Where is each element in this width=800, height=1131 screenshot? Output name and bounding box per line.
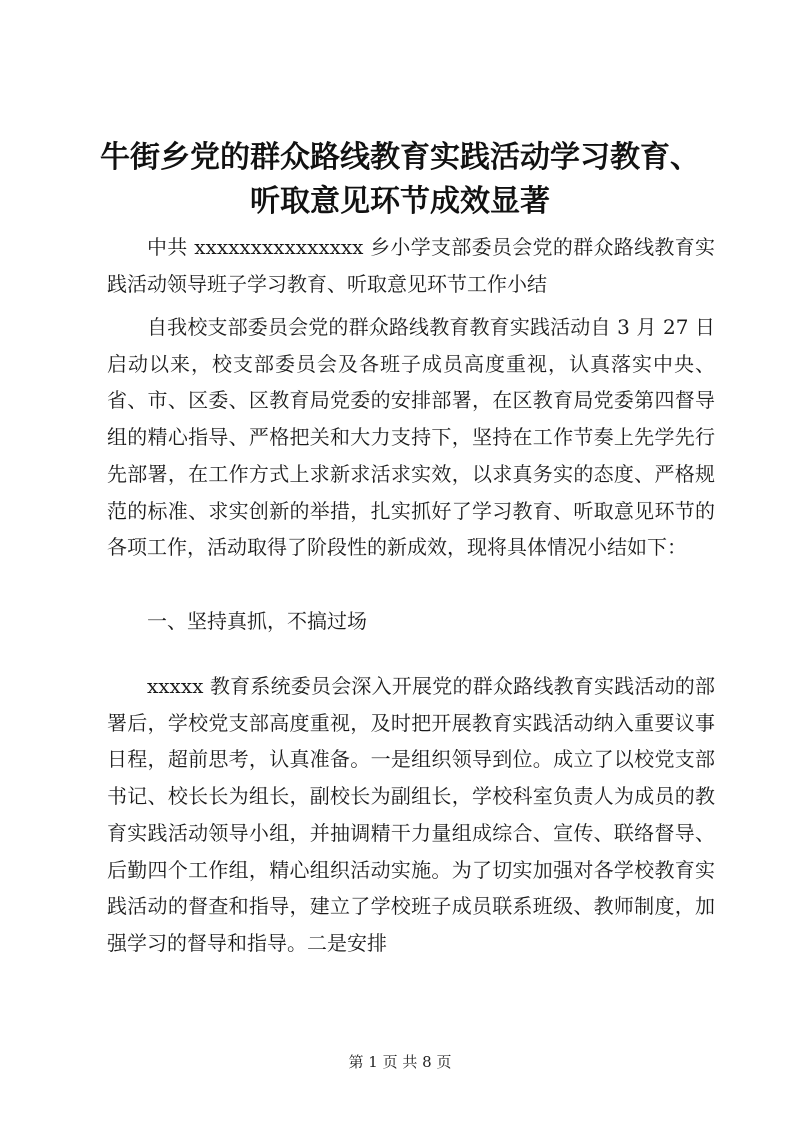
document-title-line-2: 听取意见环节成效显著 <box>250 184 550 219</box>
paragraph-subtitle: 中共 xxxxxxxxxxxxxxx 乡小学支部委员会党的群众路线教育实践活动领导班子学习教育、听取意见环节工作小结 <box>107 235 715 296</box>
page-footer: 第 1 页 共 8 页 <box>348 1053 452 1071</box>
paragraph-intro: 自我校支部委员会党的群众路线教育教育实践活动自 3 月 27 日启动以来，校支部委员会及各班子成员高度重视，认真落实中央、省、市、区委、区教育局党委的安排部署，在区教育局党委第四督导组的精心指导、严格把关和大力支持下，坚持在工作节奏上先学先行先部署，在工作方式上求新求活求实效，以求真务实的态度、严格规范的标准、求实创新的举措，扎实抓好了学习教育、听取意见环节的各项工作，活动取得了阶段性的新成效，现将具体情况小结如下： <box>107 315 715 560</box>
document-title-line-1: 牛街乡党的群众路线教育实践活动学习教育、 <box>100 140 700 175</box>
paragraph-section-1: xxxxx 教育系统委员会深入开展党的群众路线教育实践活动的部署后，学校党支部高度重视，及时把开展教育实践活动纳入重要议事日程，超前思考，认真准备。一是组织领导到位。成立了以校党支部书记、校长长为组长，副校长为副组长，学校科室负责人为成员的教育实践活动领导小组，并抽调精干力量组成综合、宣传、联络督导、后勤四个工作组，精心组织活动实施。为了切实加强对各学校教育实践活动的督查和指导，建立了学校班子成员联系班级、教师制度，加强学习的督导和指导。二是安排 <box>107 674 715 955</box>
section-heading-1: 一、坚持真抓，不搞过场 <box>147 609 367 633</box>
